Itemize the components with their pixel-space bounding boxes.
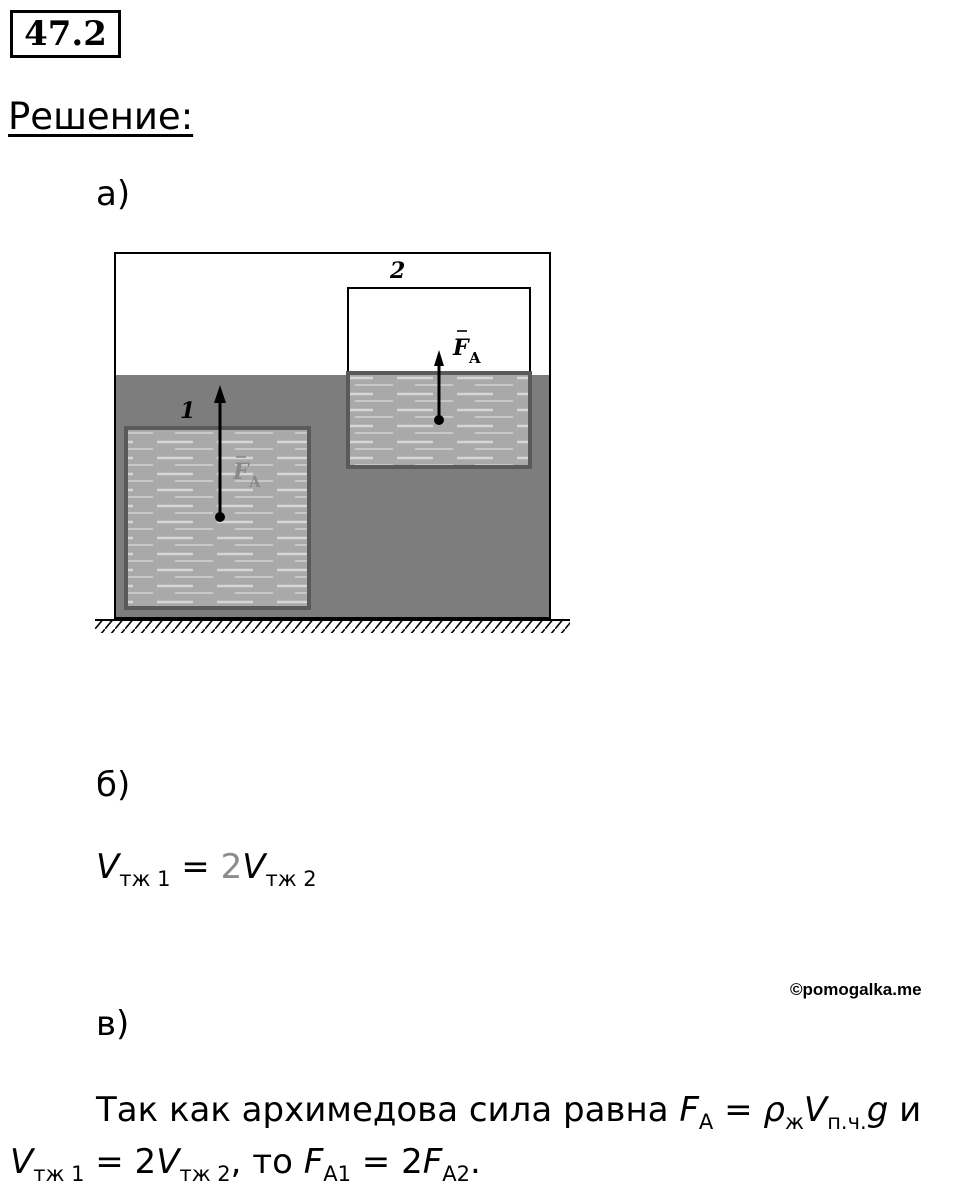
subscript: п.ч. [827,1110,867,1134]
part-a-label: а) [96,174,131,214]
subscript: ж [785,1110,804,1134]
force-subscript-2: A [469,349,481,367]
application-point-2 [434,415,444,425]
subscript: тж 1 [119,867,171,891]
symbol-f: F [679,1090,699,1130]
equals: = 2 [350,1142,423,1182]
force-label-1: F [233,459,249,485]
ground-hatch [95,621,570,633]
subscript: тж 2 [179,1162,231,1186]
symbol-g: g [866,1090,889,1130]
text: Так как архимедова сила равна [96,1090,680,1130]
text: . [470,1142,481,1182]
conclusion-line-2 [10,1140,481,1196]
symbol-v: V [96,847,120,887]
text: и [888,1090,922,1130]
part-c-label: в) [96,1004,130,1044]
subscript: A1 [323,1162,351,1186]
conclusion-line-1 [96,1088,921,1144]
symbol-v: V [156,1142,180,1182]
symbol-f: F [303,1142,324,1182]
subscript: A [698,1110,714,1134]
archimedes-figure [95,245,570,640]
solution-heading: Решение: [8,95,194,138]
symbol-v: V [10,1142,34,1182]
copyright: ©pomogalka.me [790,980,922,999]
symbol-f: F [422,1142,443,1182]
equals: = [170,847,221,887]
part-b-label: б) [96,765,131,805]
problem-number: 47.2 [10,10,121,58]
force-label-2: F [453,335,469,361]
subscript: тж 2 [265,867,317,891]
symbol-v: V [803,1090,828,1130]
equals: = 2 [84,1142,157,1182]
equals: = [713,1090,764,1130]
text: , то [230,1142,304,1182]
force-subscript-1: A [249,473,261,491]
body-2-label: 2 [390,258,406,284]
body-1-label: 1 [180,398,196,424]
application-point-1 [215,512,225,522]
symbol-v: V [242,847,266,887]
coefficient: 2 [220,847,243,887]
subscript: A2 [442,1162,471,1186]
volume-relation [96,845,317,901]
subscript: тж 1 [33,1162,85,1186]
symbol-rho: ρ [763,1090,785,1130]
